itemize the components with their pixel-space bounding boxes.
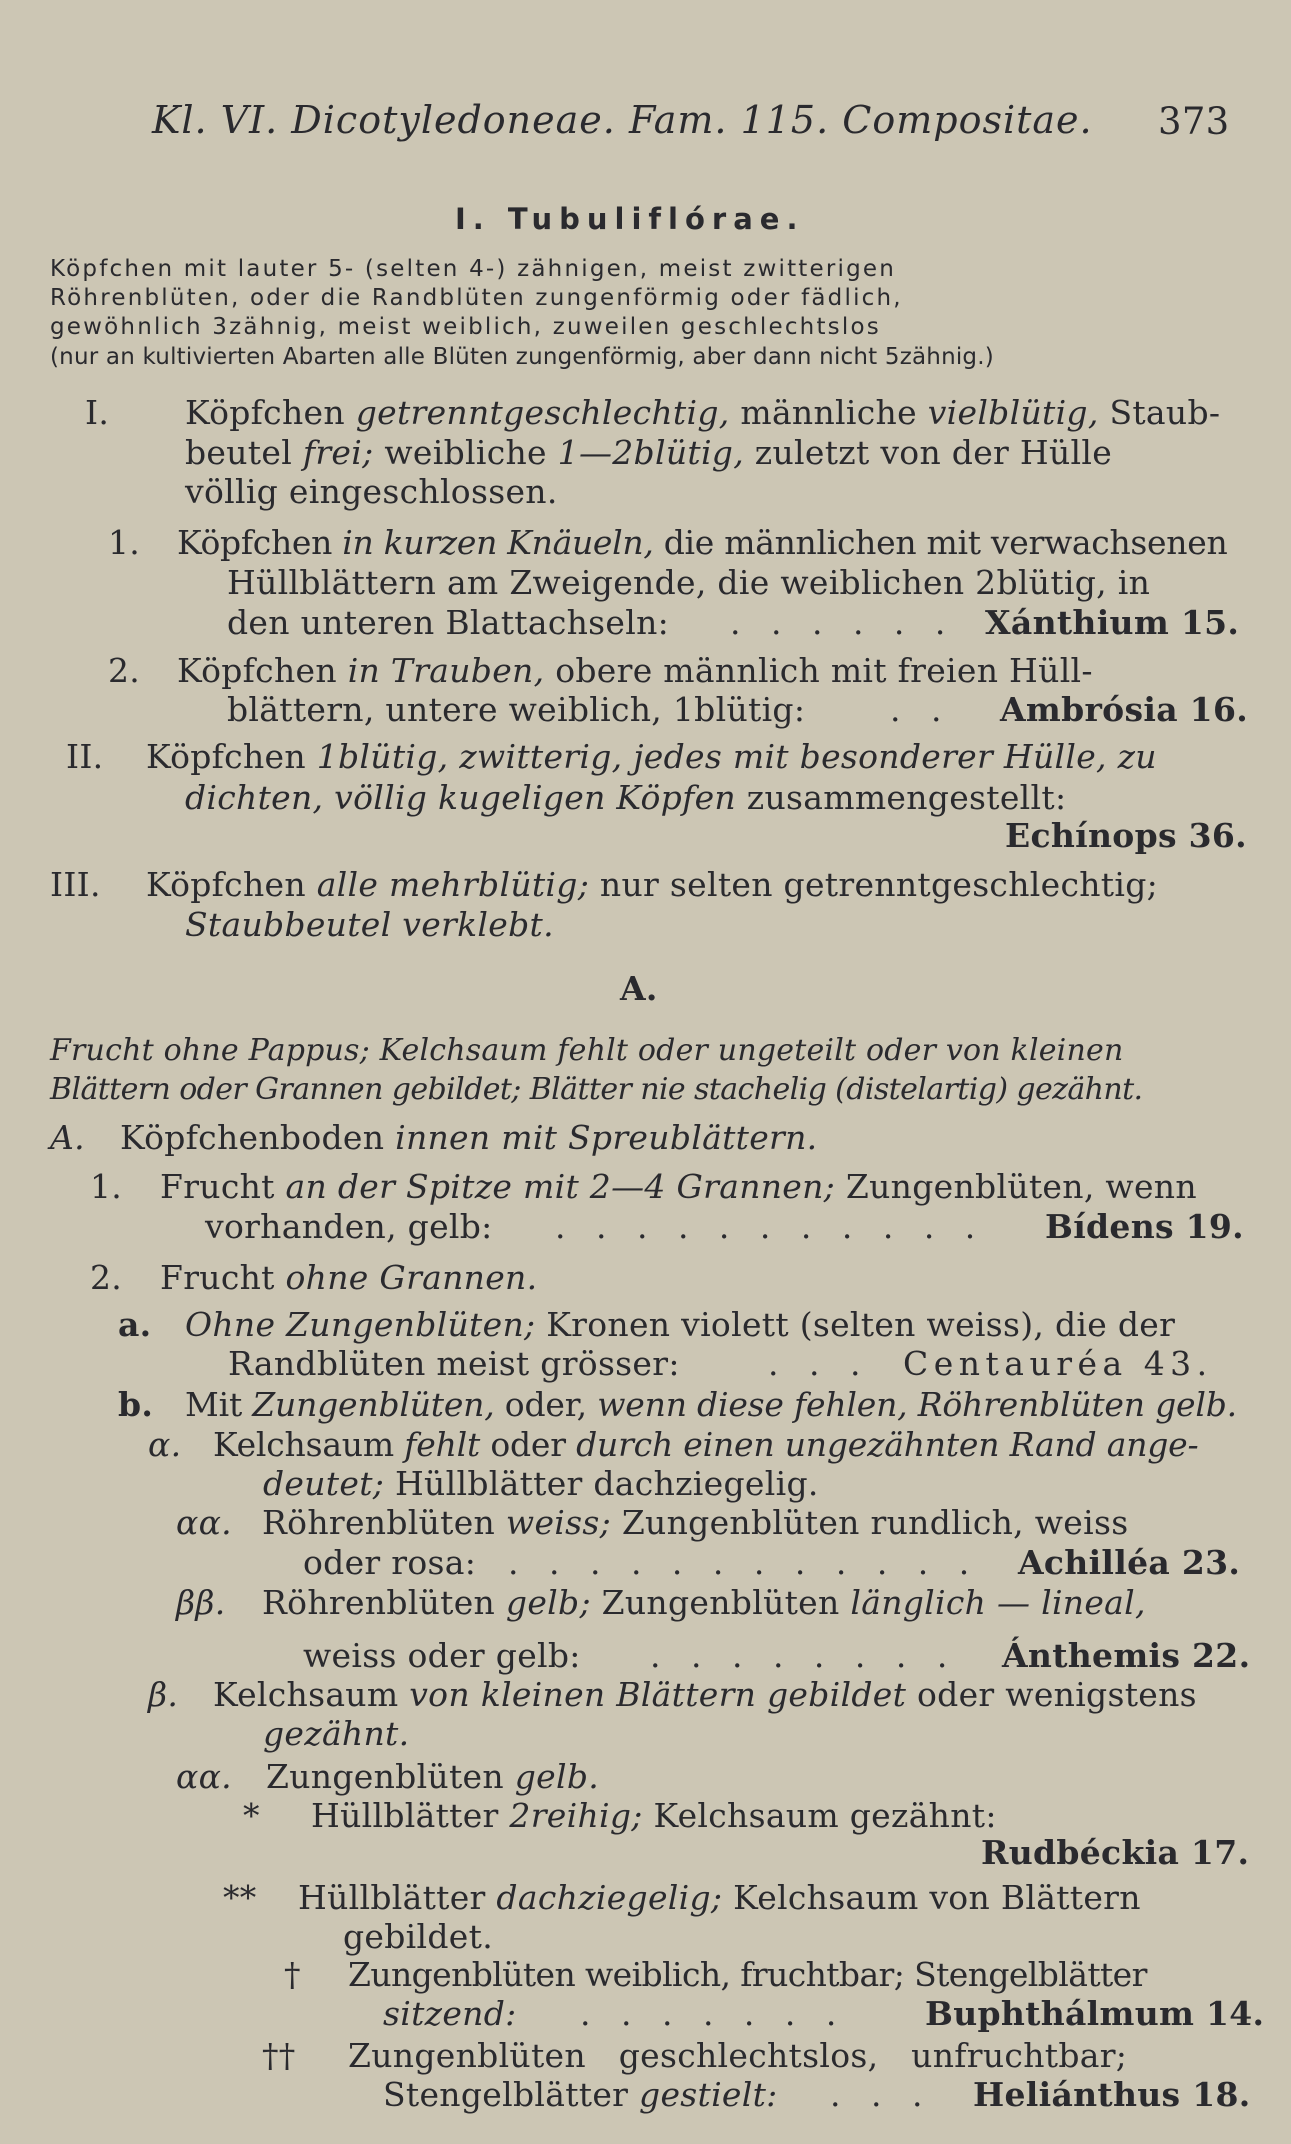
key-number: 1. bbox=[108, 523, 141, 562]
genus-achillea: Achilléa 23. bbox=[1018, 1543, 1241, 1582]
key-1-line-2: Hüllblättern am Zweigende, die weiblichen 2blütig, in bbox=[227, 563, 1151, 602]
running-header: Kl. VI. Dicotyledoneae. Fam. 115. Compositae. bbox=[152, 98, 1093, 142]
key-number: 2. bbox=[90, 1258, 123, 1297]
key-text: Köpfchen in kurzen Knäueln, die männlichen mit verwachsenen bbox=[177, 523, 1228, 562]
key-star bbox=[243, 1796, 997, 1836]
leader-dots: . . . . . . . . bbox=[650, 1636, 958, 1675]
key-double-dagger-line-2: Stengelblätter gestielt: bbox=[383, 2075, 778, 2114]
key-number: III. bbox=[50, 865, 101, 904]
key-text: Köpfchenboden innen mit Spreublättern. bbox=[120, 1118, 818, 1157]
key-text: Köpfchen getrenntgeschlechtig, männliche vielblütig, Staub- bbox=[185, 393, 1221, 432]
key-number: * bbox=[243, 1796, 260, 1835]
genus-echinops: Echínops 36. bbox=[1005, 816, 1247, 855]
key-alpha-alpha-2 bbox=[176, 1757, 600, 1797]
key-number: II. bbox=[66, 737, 104, 776]
key-A bbox=[50, 1118, 818, 1158]
key-text: Köpfchen 1blütig, zwitterig, jedes mit besonderer Hülle, zu bbox=[146, 737, 1157, 776]
key-number: †† bbox=[262, 2036, 296, 2075]
key-II-line-2: dichten, völlig kugeligen Köpfen zusammengestellt: bbox=[185, 778, 1067, 817]
key-alpha-alpha-1-line-2: oder rosa: bbox=[303, 1543, 477, 1582]
key-A1 bbox=[90, 1167, 1197, 1207]
key-dagger-line-2: sitzend: bbox=[383, 1994, 517, 2033]
key-number: a. bbox=[118, 1305, 152, 1344]
key-1-line-3: den unteren Blattachseln: bbox=[227, 603, 670, 642]
key-2 bbox=[108, 651, 1093, 691]
genus-buphthalmum: Buphthálmum 14. bbox=[925, 1994, 1265, 2033]
key-text: Hüllblätter dachziegelig; Kelchsaum von Blättern bbox=[298, 1878, 1141, 1917]
key-I bbox=[85, 393, 1221, 433]
key-text: Röhrenblüten gelb; Zungenblüten länglich — lineal, bbox=[262, 1583, 1146, 1622]
key-number: β. bbox=[148, 1675, 179, 1714]
key-number: αα. bbox=[176, 1503, 232, 1542]
key-number: b. bbox=[118, 1385, 154, 1424]
key-text: Ohne Zungenblüten; Kronen violett (selten weiss), die der bbox=[185, 1305, 1176, 1344]
key-A2 bbox=[90, 1258, 538, 1298]
key-1 bbox=[108, 523, 1228, 563]
key-text: Frucht ohne Grannen. bbox=[160, 1258, 538, 1297]
key-beta-beta-line-2: weiss oder gelb: bbox=[303, 1636, 581, 1675]
key-number: 2. bbox=[108, 651, 141, 690]
key-text: Zungenblüten gelb. bbox=[266, 1757, 600, 1796]
key-number: A. bbox=[50, 1118, 85, 1157]
genus-centaurea: Centauréa 43. bbox=[903, 1344, 1213, 1383]
key-I-line-3: völlig eingeschlossen. bbox=[185, 472, 558, 511]
key-text: Frucht an der Spitze mit 2—4 Grannen; Zungenblüten, wenn bbox=[160, 1167, 1197, 1206]
genus-ambrosia: Ambrósia 16. bbox=[1000, 690, 1248, 729]
leader-dots: . . . bbox=[830, 2075, 933, 2114]
key-double-dagger bbox=[262, 2036, 1128, 2076]
key-alpha bbox=[148, 1425, 1199, 1465]
key-a-line-2: Randblüten meist grösser: bbox=[228, 1344, 680, 1383]
key-text: Köpfchen in Trauben, obere männlich mit freien Hüll- bbox=[177, 651, 1093, 690]
key-number: 1. bbox=[90, 1167, 123, 1206]
key-II bbox=[66, 737, 1157, 777]
intro-line-2: Röhrenblüten, oder die Randblüten zungenförmig oder fädlich, bbox=[50, 285, 903, 311]
key-III bbox=[50, 865, 1159, 905]
page-number: 373 bbox=[1158, 100, 1230, 143]
key-text: Kelchsaum fehlt oder durch einen ungezähnten Rand ange- bbox=[213, 1425, 1199, 1464]
key-number: α. bbox=[148, 1425, 182, 1464]
key-I-line-2: beutel frei; weibliche 1—2blütig, zuletzt von der Hülle bbox=[185, 433, 1113, 472]
key-number: αα. bbox=[176, 1757, 232, 1796]
key-text: Köpfchen alle mehrblütig; nur selten getrenntgeschlechtig; bbox=[146, 865, 1159, 904]
key-alpha-alpha-1 bbox=[176, 1503, 1129, 1543]
genus-bidens: Bídens 19. bbox=[1045, 1207, 1244, 1246]
key-2-line-2: blättern, untere weiblich, 1blütig: bbox=[227, 690, 806, 729]
key-text: Zungenblüten geschlechtslos, unfruchtbar; bbox=[348, 2036, 1128, 2075]
intro-line-4: (nur an kultivierten Abarten alle Blüten zungenförmig, aber dann nicht 5zähnig.) bbox=[50, 344, 994, 370]
key-a bbox=[118, 1305, 1176, 1345]
leader-dots: . . bbox=[890, 690, 952, 729]
intro-line-1: Köpfchen mit lauter 5- (selten 4-) zähnigen, meist zwitterigen bbox=[50, 256, 897, 282]
key-number: ββ. bbox=[176, 1583, 226, 1622]
key-beta-beta bbox=[176, 1583, 1146, 1623]
key-text: Zungenblüten weiblich, fruchtbar; Stengelblätter bbox=[348, 1955, 1147, 1994]
section-title: I. Tubuliflórae. bbox=[455, 202, 805, 236]
key-number: ** bbox=[223, 1878, 257, 1917]
key-number: I. bbox=[85, 393, 110, 432]
key-dagger bbox=[284, 1955, 1147, 1995]
subsection-title: A. bbox=[620, 969, 658, 1008]
intro-line-3: gewöhnlich 3zähnig, meist weiblich, zuweilen geschlechtslos bbox=[50, 314, 881, 340]
key-beta-line-2: gezähnt. bbox=[263, 1714, 410, 1753]
leader-dots: . . . . . . . . . . . bbox=[555, 1207, 986, 1246]
key-text: Mit Zungenblüten, oder, wenn diese fehlen, Röhrenblüten gelb. bbox=[185, 1385, 1237, 1424]
key-number: † bbox=[284, 1955, 301, 1994]
leader-dots: . . . . . . . bbox=[580, 1994, 847, 2033]
genus-anthemis: Ánthemis 22. bbox=[1002, 1636, 1251, 1675]
leader-dots: . . . . . . bbox=[730, 603, 956, 642]
key-text: Hüllblätter 2reihig; Kelchsaum gezähnt: bbox=[311, 1796, 997, 1835]
key-star-star-line-2: gebildet. bbox=[343, 1917, 493, 1956]
leader-dots: . . . . . . . . . . . . bbox=[508, 1543, 980, 1582]
key-A1-line-2: vorhanden, gelb: bbox=[205, 1207, 493, 1246]
key-text: Röhrenblüten weiss; Zungenblüten rundlich, weiss bbox=[262, 1503, 1129, 1542]
genus-rudbeckia: Rudbéckia 17. bbox=[981, 1833, 1250, 1872]
leader-dots: . . . bbox=[768, 1344, 871, 1383]
key-star-star bbox=[223, 1878, 1141, 1918]
key-alpha-line-2: deutet; Hüllblätter dachziegelig. bbox=[263, 1464, 819, 1503]
key-beta bbox=[148, 1675, 1197, 1715]
key-text: Kelchsaum von kleinen Blättern gebildet oder wenigstens bbox=[213, 1675, 1197, 1714]
fruit-line-2: Blättern oder Grannen gebildet; Blätter nie stachelig (distelartig) gezähnt. bbox=[50, 1072, 1143, 1107]
genus-helianthus: Heliánthus 18. bbox=[973, 2075, 1251, 2114]
genus-xanthium: Xánthium 15. bbox=[985, 603, 1240, 642]
key-III-line-2: Staubbeutel verklebt. bbox=[185, 905, 554, 944]
fruit-line-1: Frucht ohne Pappus; Kelchsaum fehlt oder ungeteilt oder von kleinen bbox=[50, 1033, 1124, 1068]
key-b bbox=[118, 1385, 1237, 1425]
